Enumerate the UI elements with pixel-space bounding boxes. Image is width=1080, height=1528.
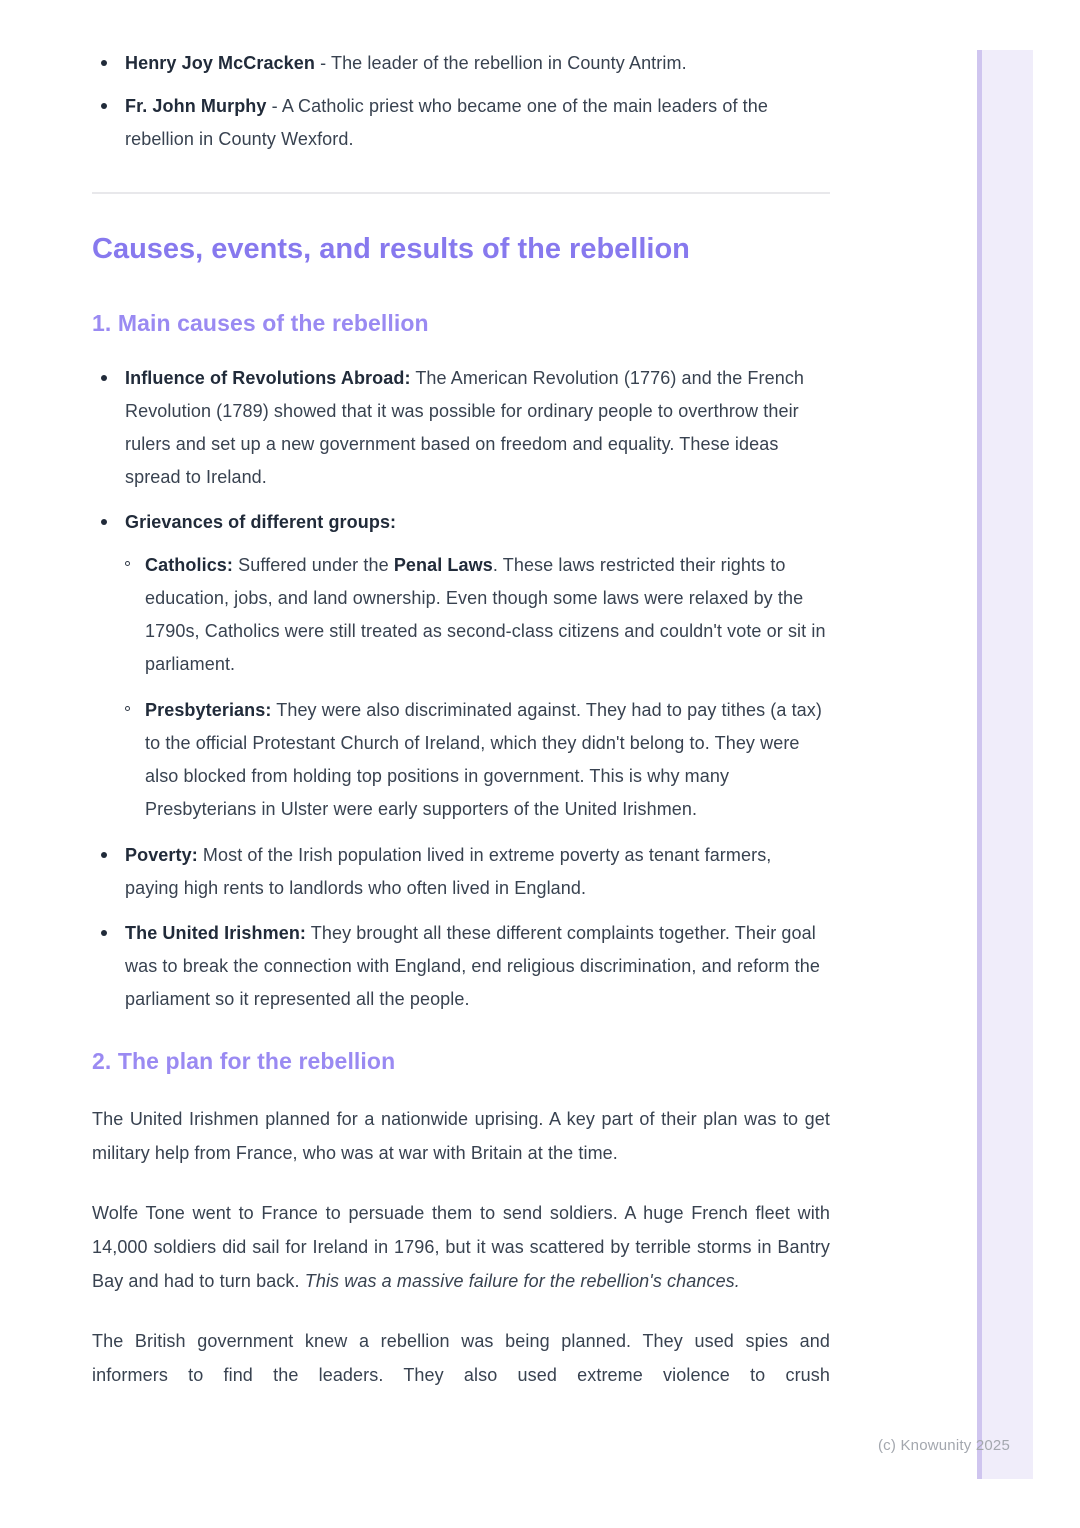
bullet-marker (125, 561, 130, 566)
copyright-watermark: (c) Knowunity 2025 (877, 1437, 1010, 1454)
text-run: The British government knew a rebellion was being planned. They used spies and informers to find the leaders. They also used extreme violence to crush (92, 1331, 830, 1385)
text-run: They brought all these different complaints together. Their goal was to break the connection with England, end religious discrimination, and reform the parliament so it represented all the people. (125, 923, 820, 1009)
subsection-1-title: 1. Main causes of the rebellion (92, 310, 429, 336)
text-run: The United Irishmen: (125, 923, 307, 943)
text-run: Henry Joy McCracken (125, 53, 315, 73)
list-item (92, 506, 830, 826)
text-run: Penal Laws (393, 555, 493, 575)
bullet-marker (101, 930, 107, 936)
subsection-2-title: 2. The plan for the rebellion (92, 1048, 396, 1074)
text-run: Most of the Irish population lived in extreme poverty as tenant farmers, paying high rents to landlords who often lived in England. (125, 845, 772, 898)
bullet-marker (101, 852, 107, 858)
text-run: Poverty: (125, 845, 198, 865)
list-item-text (125, 47, 830, 80)
bullet-marker (101, 375, 107, 381)
main-causes-list (92, 362, 830, 1016)
list-item (92, 90, 830, 156)
list-item (92, 839, 830, 905)
bullet-marker (125, 706, 130, 711)
list-item (92, 362, 830, 494)
section-title: Causes, events, and results of the rebellion (92, 233, 690, 265)
list-item-text (125, 506, 830, 539)
list-item-text (145, 694, 830, 826)
section-divider (92, 192, 830, 194)
sub-list-item (125, 694, 830, 826)
plan-paragraphs (92, 1102, 830, 1392)
list-item-text (125, 839, 830, 905)
text-run: This was a massive failure for the rebellion's chances. (304, 1271, 740, 1291)
text-run: They were also discriminated against. They had to pay tithes (a tax) to the official Protestant Church of Ireland, which they didn't belong to. They were also blocked from holding top positions in government. This is why many Presbyterians in Ulster were early supporters of the United Irishmen. (145, 700, 822, 819)
list-item (92, 47, 830, 80)
text-run: The United Irishmen planned for a nationwide uprising. A key part of their plan was to get military help from France, who was at war with Britain at the time. (92, 1109, 830, 1163)
paragraph (92, 1196, 830, 1298)
list-item-text (125, 917, 830, 1016)
paragraph (92, 1324, 830, 1392)
text-run: Catholics: (145, 555, 234, 575)
text-run: Wolfe Tone went to France to persuade them to send soldiers. A huge French fleet with 14,000 soldiers did sail for Ireland in 1796, but it was scattered by terrible storms in Bantry Bay and had to turn back. (92, 1203, 830, 1291)
bullet-marker (101, 103, 107, 109)
bullet-marker (101, 519, 107, 525)
sub-list-item (125, 549, 830, 681)
text-run: . These laws restricted their rights to education, jobs, and land ownership. Even though some laws were relaxed by the 1790s, Catholics were still treated as second-class citizens and couldn't vote or sit in parliament. (145, 555, 826, 674)
text-run: Influence of Revolutions Abroad: (125, 368, 411, 388)
page-edge-strip (977, 50, 1033, 1479)
text-run: - A Catholic priest who became one of the main leaders of the rebellion in County Wexford. (125, 96, 768, 149)
list-item-text (125, 362, 830, 494)
text-run: Fr. John Murphy (125, 96, 267, 116)
text-run: The American Revolution (1776) and the French Revolution (1789) showed that it was possible for ordinary people to overthrow their rulers and set up a new government based on freedom and equality. These ideas spread to Ireland. (125, 368, 805, 487)
bullet-marker (101, 60, 107, 66)
notes-content (92, 47, 830, 1392)
list-item-text (125, 90, 830, 156)
text-run: Suffered under the (233, 555, 394, 575)
list-item (92, 917, 830, 1016)
paragraph (92, 1102, 830, 1170)
text-run: - The leader of the rebellion in County Antrim. (315, 53, 687, 73)
list-item-text (145, 549, 830, 681)
rebellion-leaders-list (92, 47, 830, 156)
text-run: Grievances of different groups: (125, 512, 397, 532)
sub-list (125, 549, 830, 826)
text-run: Presbyterians: (145, 700, 272, 720)
